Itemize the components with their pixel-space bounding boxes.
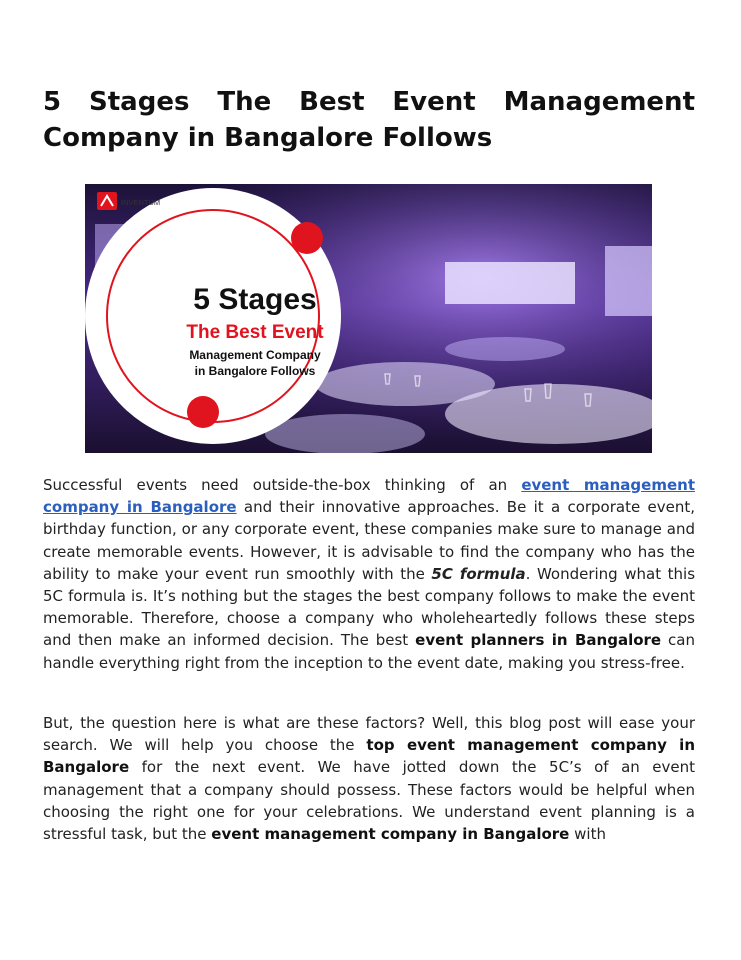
p1-text-4: can handle everything right from the inception to the event date, making you stress-free. [43,631,696,672]
p1-bold-5c: 5C formula [431,564,526,583]
red-dot-top [291,222,323,254]
banner-heading: 5 Stages [193,283,317,316]
p2-bold-company: event management company in Bangalore [211,825,570,844]
p1-bold-planners: event planners in Bangalore [415,631,662,650]
event-management-link[interactable]: event management company in Bangalore [43,476,695,517]
p2-text-1: But, the question here is what are these factors? Well, this blog post will ease your search. We will help you choose the [43,714,695,755]
banner-line-1: Management Company [189,348,321,362]
p1-text-3: . Wondering what this 5C formula is. It’s nothing but the stages the best company follows to make the event memorable. Therefore, choose a company who wholeheartedly follows these steps and then make an informed decision. The best [43,564,696,650]
title-line-1: 5 Stages The Best Event Management [43,87,695,117]
page-title [43,84,695,156]
title-line-2: Company in Bangalore Follows [43,123,493,153]
banner-subheading: The Best Event [186,322,324,343]
banner-line-2: in Bangalore Follows [194,364,316,378]
p2-bold-top-company: top event management company in Bangalore [43,736,695,777]
red-dot-bottom [187,396,219,428]
p2-text-2: for the next event. We have jotted down the 5C’s of an event management that a company should possess. These factors would be helpful when choosing the right one for your celebrations. We understand event planning is a stressful task, but the [43,758,695,844]
p2-text-3: with [569,825,606,844]
logo-text: INVENTUM [121,198,161,207]
banner-image [85,184,652,453]
paragraph-2 [43,712,695,845]
paragraph-1 [43,474,695,674]
p1-text-1: Successful events need outside-the-box thinking of an [43,476,522,494]
p1-text-2: and their innovative approaches. Be it a corporate event, birthday function, or any corporate event, these companies make sure to manage and create memorable events. However, it is advisable to find the company who has the ability to make your event run smoothly with the [43,498,695,583]
stage-screen [445,262,575,304]
